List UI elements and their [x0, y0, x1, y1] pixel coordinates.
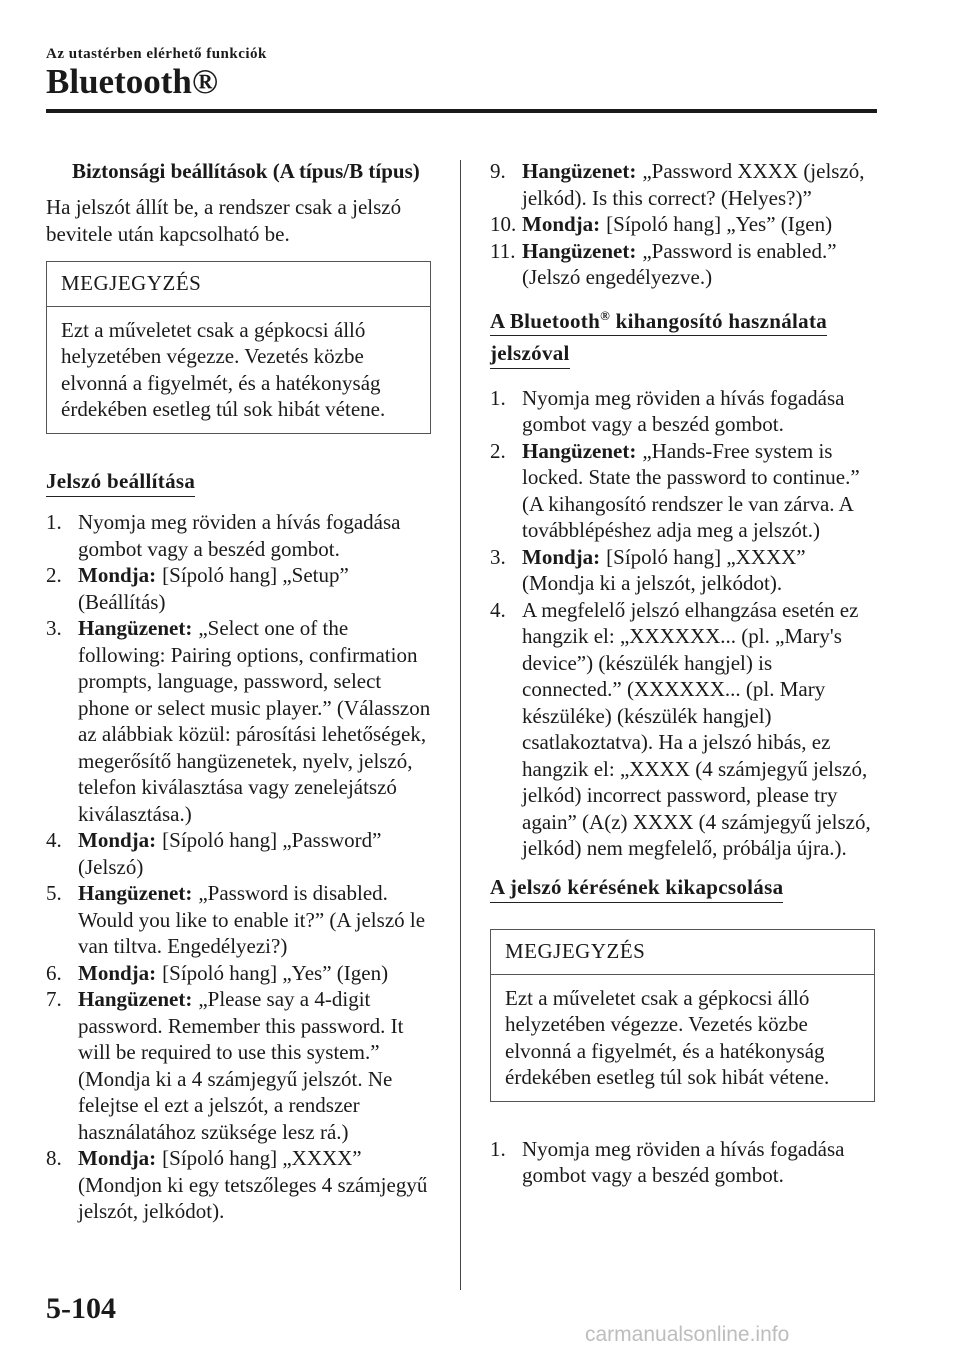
note-body: Ezt a műveletet csak a gépkocsi álló helyzetében végezze. Vezetés közbe elvonná a figyelmét, és a hatékonyság érdekében esetleg túl sok hibát vétene. — [61, 317, 386, 421]
step-text: [Sípoló hang] „Password” (Jelszó) — [78, 828, 382, 879]
step-label: Mondja: — [78, 960, 157, 985]
step-number: 11. — [490, 238, 516, 263]
step-number: 3. — [490, 544, 506, 569]
step-number: 4. — [490, 597, 506, 622]
step-item — [46, 562, 431, 615]
step-item — [46, 880, 431, 960]
step-number: 9. — [490, 159, 506, 183]
step-text: „Hands-Free system is locked. State the password to continue.” (A kihangosító rendszer le van zárva. A továbblépéshez adja meg a jelszót.) — [522, 438, 860, 542]
use-with-password-heading-line2: jelszóval — [490, 340, 570, 369]
step-label: Mondja: — [78, 563, 157, 587]
password-setup-heading: Jelszó beállítása — [46, 468, 195, 498]
header-rule — [46, 109, 877, 113]
step-number: 10. — [490, 212, 517, 236]
note-title: MEGJEGYZÉS — [47, 262, 430, 307]
step-item — [490, 438, 875, 544]
step-number: 3. — [46, 616, 62, 640]
step-item — [46, 615, 431, 827]
use-with-password-heading-line1: A Bluetooth® kihangosító használata — [490, 303, 827, 337]
step-text: „Password is disabled. Would you like to enable it?” (A jelszó le van tiltva. Engedélyezi?) — [78, 881, 426, 958]
step-text: [Sípoló hang] „Yes” (Igen) — [162, 960, 389, 985]
step-label: Mondja: — [522, 544, 601, 569]
password-setup-steps-continued — [490, 158, 875, 291]
disable-password-steps — [490, 1136, 875, 1189]
step-text: Nyomja meg röviden a hívás fogadása gombot vagy a beszéd gombot. — [522, 1136, 845, 1187]
step-item — [46, 509, 431, 562]
step-text: Nyomja meg röviden a hívás fogadása gombot vagy a beszéd gombot. — [522, 385, 845, 436]
note-box-2 — [490, 929, 875, 1102]
step-label: Mondja: — [78, 828, 157, 852]
step-text: „Please say a 4-digit password. Remember this password. It will be required to use this system.” (Mondja ki a 4 számjegyű jelszót. Ne felejtse el ezt a jelszót, a rendszer használatához szüksége lesz rá.) — [78, 987, 404, 1144]
step-item — [490, 1136, 875, 1189]
step-text: [Sípoló hang] „Yes” (Igen) — [606, 212, 833, 236]
security-settings-heading: Biztonsági beállítások (A típus/B típus) — [72, 159, 420, 183]
step-item — [46, 960, 431, 987]
step-number: 1. — [490, 1136, 506, 1161]
step-label: Mondja: — [522, 212, 601, 236]
step-item — [490, 597, 875, 862]
left-column — [46, 158, 431, 1237]
step-label: Mondja: — [78, 1146, 157, 1170]
disable-password-heading: A jelszó kérésének kikapcsolása — [490, 874, 783, 904]
step-number: 1. — [490, 385, 506, 410]
step-number: 7. — [46, 987, 62, 1011]
step-text: „Password is enabled.” (Jelszó engedélyezve.) — [522, 238, 837, 289]
right-column — [490, 158, 875, 1201]
note-body-2: Ezt a műveletet csak a gépkocsi álló helyzetében végezze. Vezetés közbe elvonná a figyelmét, és a hatékonyság érdekében esetleg túl sok hibát vétene. — [505, 985, 830, 1089]
step-number: 2. — [490, 438, 506, 463]
step-item — [490, 238, 875, 291]
step-text: [Sípoló hang] „XXXX” (Mondja ki a jelszót, jelkódot). — [522, 544, 806, 595]
step-number: 5. — [46, 881, 62, 905]
step-number: 6. — [46, 960, 62, 985]
page-number: 5-104 — [46, 1292, 116, 1325]
step-item — [490, 158, 875, 211]
step-text: A megfelelő jelszó elhangzása esetén ez hangzik el: „XXXXXX... (pl. „Mary's device”) (készülék hangjel) is connected.” (XXXXXX... (pl. Mary készüléke) (készülék hangjel) csatlakoztatva). Ha a jelszó hibás, ez hangzik el: „XXXX (4 számjegyű jelszó, jelkód) incorrect password, please try again” (A(z) XXXX (4 számjegyű jelszó, jelkód) nem megfelelő, próbálja újra.). — [522, 597, 871, 860]
step-text: [Sípoló hang] „Setup” (Beállítás) — [78, 563, 349, 614]
step-item — [46, 986, 431, 1145]
step-number: 4. — [46, 828, 62, 852]
step-label: Hangüzenet: — [522, 238, 637, 263]
step-item — [490, 544, 875, 597]
step-label: Hangüzenet: — [522, 438, 637, 463]
step-item — [46, 827, 431, 880]
step-item — [490, 385, 875, 438]
step-text: [Sípoló hang] „XXXX” (Mondjon ki egy tetszőleges 4 számjegyű jelszót, jelkódot). — [78, 1146, 428, 1223]
use-with-password-heading — [490, 303, 875, 373]
step-number: 8. — [46, 1146, 62, 1170]
step-number: 1. — [46, 510, 62, 534]
use-with-password-steps — [490, 385, 875, 862]
step-text: Nyomja meg röviden a hívás fogadása gombot vagy a beszéd gombot. — [78, 510, 401, 561]
step-label: Hangüzenet: — [78, 987, 193, 1011]
step-text: „Select one of the following: Pairing options, confirmation prompts, language, password, select phone or select music player.” (Válasszon az alábbiak közül: párosítási lehetőségek, megerősítő hangüzenetek, nyelv, jelszó, telefon kiválasztása vagy zenelejátszó kiválasztása.) — [78, 616, 431, 826]
step-item — [490, 211, 875, 238]
password-setup-steps — [46, 509, 431, 1225]
step-item — [46, 1145, 431, 1225]
note-box — [46, 261, 431, 434]
intro-paragraph: Ha jelszót állít be, a rendszer csak a jelszó bevitele után kapcsolható be. — [46, 195, 402, 246]
step-label: Hangüzenet: — [522, 159, 637, 183]
step-text: „Password XXXX (jelszó, jelkód). Is this correct? (Helyes?)” — [522, 159, 865, 210]
note-title-2: MEGJEGYZÉS — [491, 930, 874, 975]
section-label: Az utastérben elérhető funkciók — [46, 46, 267, 62]
step-label: Hangüzenet: — [78, 616, 193, 640]
page-title: Bluetooth® — [46, 62, 218, 101]
step-label: Hangüzenet: — [78, 881, 193, 905]
step-number: 2. — [46, 563, 62, 587]
watermark: carmanualsonline.info — [585, 1323, 790, 1346]
column-divider — [460, 160, 461, 1290]
